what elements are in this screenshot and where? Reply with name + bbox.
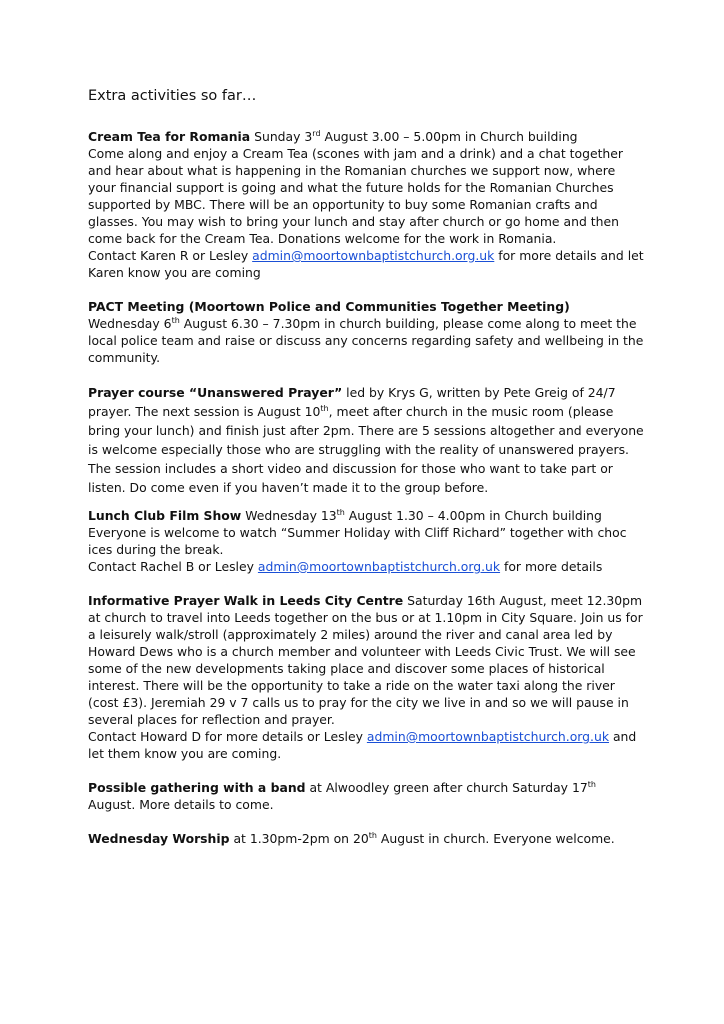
email-link[interactable]: admin@moortownbaptistchurch.org.uk — [257, 559, 501, 574]
event-date: at Alwoodley green after church Saturday 17 — [305, 780, 588, 795]
event-band-gathering — [88, 779, 644, 813]
event-description: Come along and enjoy a Cream Tea (scones with jam and a drink) and a chat together and hear about what is happening in the Romanian churches we support now, where your financial support is going and what the future holds for the Romanian Churches supported by MBC. There will be an opportunity to buy some Romanian crafts and glasses. You may wish to bring your lunch and stay after church or go home and then come back for the Cream Tea. Donations welcome for the work in Romania. — [88, 146, 624, 246]
event-date: Sunday 3 — [250, 129, 313, 144]
page-heading: Extra activities so far… — [88, 88, 257, 104]
contact-text-rest: for more details and let Karen know you are coming — [88, 248, 644, 280]
event-description: Everyone is welcome to watch “Summer Holiday with Cliff Richard” together with choc ices during the break. — [88, 525, 627, 557]
ordinal-suffix: th — [320, 403, 329, 413]
event-title: Prayer course “Unanswered Prayer” — [88, 385, 343, 400]
contact-text: Contact Howard D for more details or Lesley — [88, 729, 367, 744]
event-date-rest: August 1.30 – 4.00pm in Church building — [344, 508, 602, 523]
event-description: , meet after church in the music room (please bring your lunch) and finish just after 2pm. There are 5 sessions altogether and everyone is welcome especially those who are struggling with the reality of unanswered prayers. The session includes a short video and discussion for those who want to take part or listen. Do come even if you haven’t made it to the group before. — [88, 404, 644, 495]
event-date-rest: August 3.00 – 5.00pm in Church building — [320, 129, 578, 144]
contact-text-rest: and let them know you are coming. — [88, 729, 637, 761]
event-pact-meeting — [88, 298, 644, 366]
ordinal-suffix: th — [336, 507, 345, 517]
ordinal-suffix: rd — [312, 128, 321, 138]
event-cream-tea — [88, 128, 644, 281]
event-prayer-walk — [88, 592, 644, 762]
event-description: August in church. Everyone welcome. — [376, 831, 615, 846]
event-date: Wednesday 13 — [241, 508, 337, 523]
event-description: Saturday 16th August, meet 12.30pm at church to travel into Leeds together on the bus or at 1.10pm in City Square. Join us for a leisurely walk/stroll (approximately 2 miles) around the river and canal area led by Howard Dews who is a church member and volunteer with Leeds Civic Trust. We will see some of the new developments taking place and discover some places of historical interest. There will be the opportunity to take a ride on the water taxi along the river (cost £3). Jeremiah 29 v 7 calls us to pray for the city we live in and so we will pause in several places for reflection and prayer. — [88, 593, 643, 727]
event-description: August. More details to come. — [88, 797, 274, 812]
ordinal-suffix: th — [171, 315, 180, 325]
event-description: August 6.30 – 7.30pm in church building, please come along to meet the local police team and raise or discuss any concerns regarding safety and wellbeing in the community. — [88, 316, 644, 365]
email-link[interactable]: admin@moortownbaptistchurch.org.uk — [366, 729, 610, 744]
event-intro: led by Krys G, written by Pete Greig of 24/7 prayer. The next session is August 10 — [88, 385, 616, 419]
ordinal-suffix: th — [587, 779, 596, 789]
event-date: Wednesday 6 — [88, 316, 172, 331]
event-prayer-course — [88, 383, 644, 497]
event-title: Possible gathering with a band — [88, 780, 306, 795]
event-title: Wednesday Worship — [88, 831, 230, 846]
contact-text: Contact Rachel B or Lesley — [88, 559, 258, 574]
contact-text: Contact Karen R or Lesley — [88, 248, 253, 263]
event-title: Informative Prayer Walk in Leeds City Centre — [88, 593, 404, 608]
event-wednesday-worship — [88, 830, 644, 847]
document-page — [88, 86, 644, 864]
email-link[interactable]: admin@moortownbaptistchurch.org.uk — [252, 248, 495, 263]
contact-text-rest: for more details — [500, 559, 603, 574]
event-title: Cream Tea for Romania — [88, 129, 251, 144]
event-title: PACT Meeting (Moortown Police and Communities Together Meeting) — [88, 299, 570, 314]
event-date: at 1.30pm-2pm on 20 — [229, 831, 369, 846]
event-title: Lunch Club Film Show — [88, 508, 242, 523]
event-lunch-club — [88, 507, 644, 575]
ordinal-suffix: th — [368, 830, 377, 840]
